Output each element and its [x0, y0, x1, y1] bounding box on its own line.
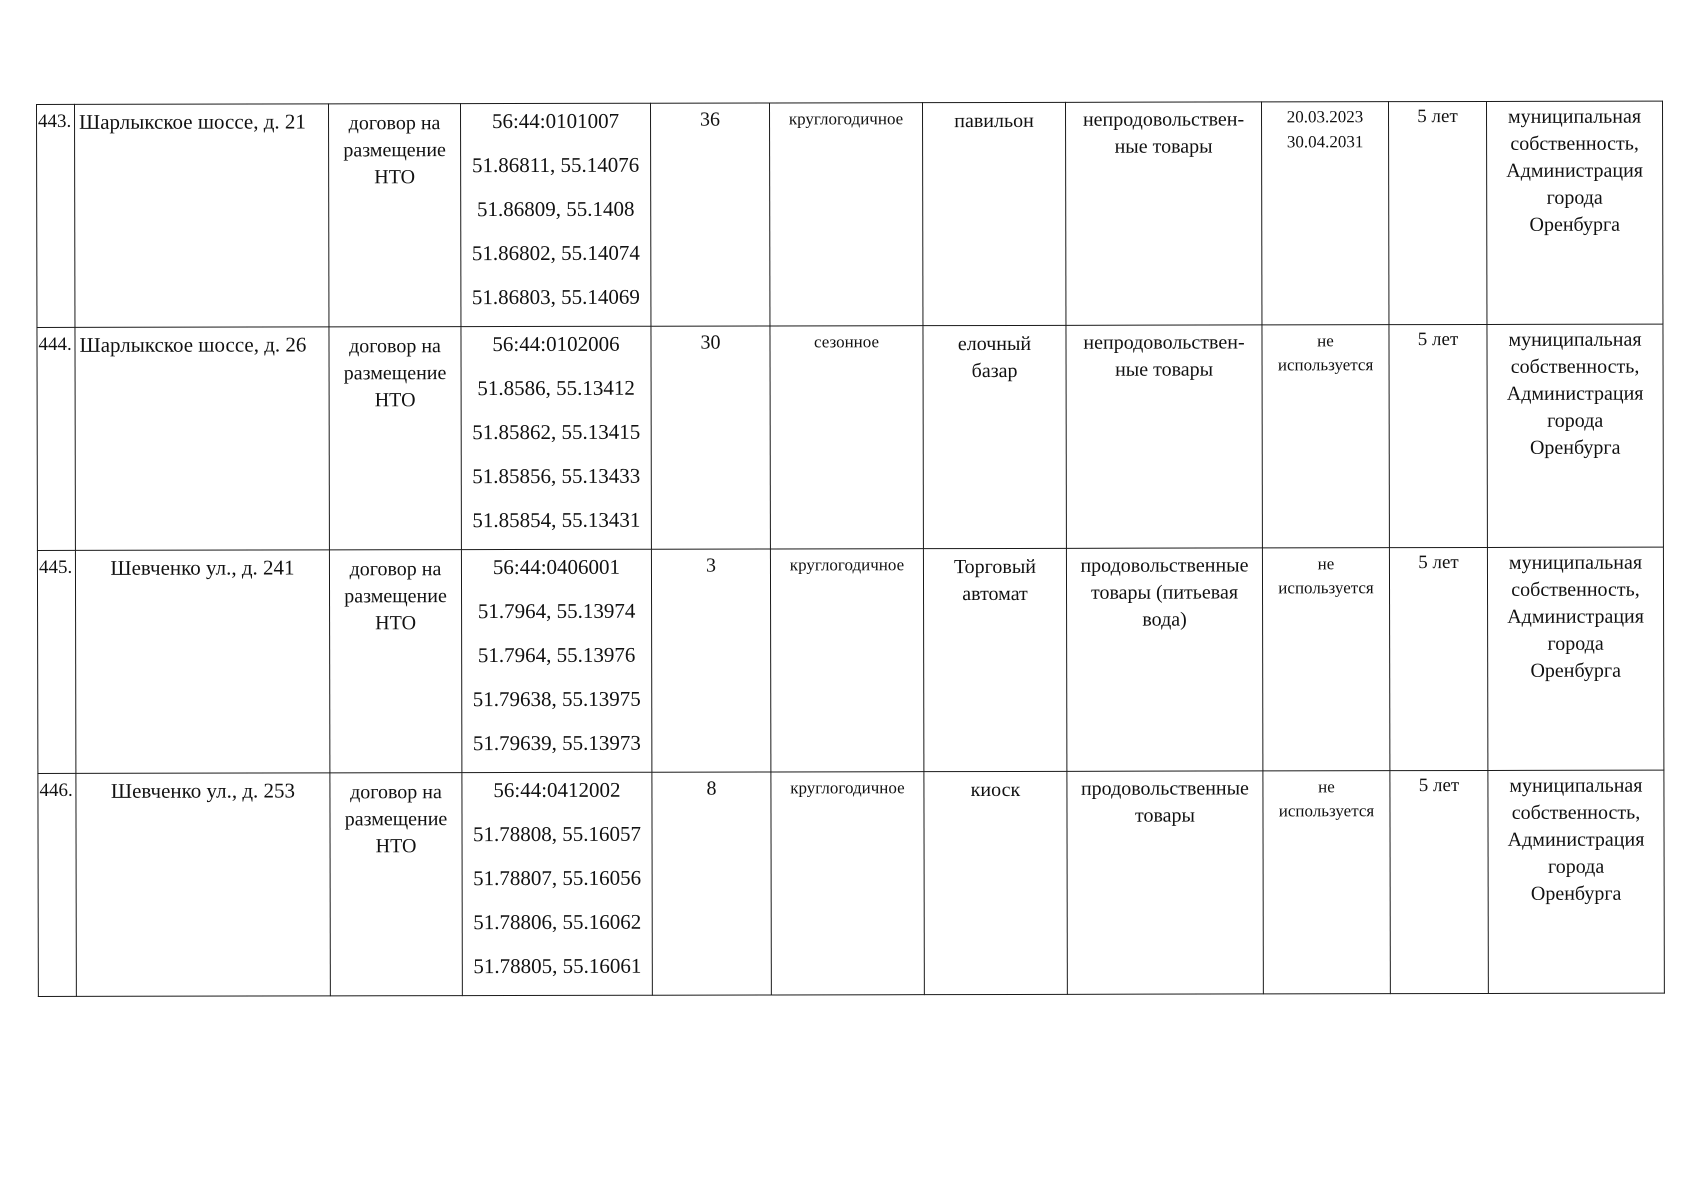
cadastral-number: 56:44:0412002: [493, 777, 621, 803]
owner-line: Оренбурга: [1529, 436, 1621, 459]
owner-line: Администрация: [1506, 159, 1644, 182]
table-row: [37, 101, 1663, 327]
object-type-cell: киоск: [924, 771, 1067, 994]
basis-cell: [329, 104, 461, 327]
owner-line: муниципальная: [1508, 551, 1643, 574]
cadastral-number: 56:44:0102006: [492, 331, 620, 357]
object-type-line: елочный: [957, 332, 1032, 356]
dates-cell: [1262, 325, 1389, 548]
address-cell: Шевченко ул., д. 241: [75, 550, 329, 774]
owner-line: собственность,: [1510, 132, 1639, 155]
specialization-cell: [1067, 771, 1263, 994]
table-row: [37, 547, 1663, 773]
basis-line: НТО: [374, 166, 416, 189]
date-line: используется: [1278, 801, 1375, 821]
coordinate-pair: 51.85862, 55.13415: [472, 419, 641, 445]
period-cell: сезонное: [770, 326, 923, 549]
date-line: 30.04.2031: [1286, 132, 1364, 152]
object-type-line: Торговый: [953, 555, 1036, 579]
owner-line: Администрация: [1506, 382, 1644, 405]
owner-line: муниципальная: [1507, 105, 1642, 128]
date-line: 20.03.2023: [1286, 107, 1364, 127]
basis-cell: [330, 773, 462, 996]
basis-line: НТО: [375, 835, 417, 858]
specialization-line: ные товары: [1114, 135, 1213, 158]
dates-cell: [1263, 771, 1390, 994]
coordinate-pair: 51.7964, 55.13974: [477, 598, 636, 624]
owner-line: Администрация: [1507, 605, 1644, 628]
coordinate-pair: 51.78808, 55.16057: [473, 821, 642, 847]
term-cell: 5 лет: [1388, 101, 1486, 324]
owner-line: собственность,: [1511, 801, 1641, 824]
coordinates-cell: [461, 103, 651, 326]
basis-line: договор на: [349, 335, 441, 358]
specialization-cell: [1066, 548, 1262, 771]
area-cell: 3: [651, 549, 770, 772]
specialization-line: товары: [1134, 804, 1196, 827]
owner-line: Администрация: [1507, 828, 1645, 851]
specialization-line: продовольственные: [1080, 554, 1249, 577]
row-number: 443.: [37, 104, 75, 327]
coordinate-pair: 51.78805, 55.16061: [473, 953, 642, 979]
object-type-cell: [923, 325, 1066, 548]
coordinate-pair: 51.85856, 55.13433: [472, 463, 641, 489]
nto-registry-table: [36, 101, 1665, 997]
cadastral-number: 56:44:0101007: [491, 108, 620, 134]
basis-line: размещение: [343, 362, 447, 385]
period-cell: круглогодичное: [769, 103, 922, 326]
specialization-line: непродовольствен-: [1082, 108, 1245, 131]
basis-line: размещение: [344, 585, 447, 608]
basis-line: НТО: [375, 612, 417, 635]
area-cell: 8: [652, 772, 771, 995]
dates-cell: [1261, 102, 1388, 325]
specialization-line: продовольственные: [1080, 777, 1249, 800]
coordinate-pair: 51.86811, 55.14076: [471, 152, 640, 178]
coordinate-pair: 51.79639, 55.13973: [472, 730, 641, 756]
specialization-cell: [1066, 325, 1262, 548]
term-cell: 5 лет: [1390, 770, 1488, 993]
row-number: 444.: [37, 327, 75, 550]
specialization-line: непродовольствен-: [1083, 331, 1245, 354]
term-cell: 5 лет: [1389, 324, 1487, 547]
coordinate-pair: 51.78806, 55.16062: [473, 909, 642, 935]
owner-line: Оренбурга: [1529, 213, 1621, 236]
owner-line: города: [1546, 186, 1603, 209]
address-cell: Шарлыкское шоссе, д. 26: [75, 327, 329, 551]
dates-cell: [1262, 548, 1389, 771]
specialization-line: товары (питьевая: [1090, 581, 1239, 604]
object-type-cell: [923, 548, 1066, 771]
owner-line: Оренбурга: [1530, 659, 1621, 682]
owner-line: собственность,: [1510, 355, 1640, 378]
owner-cell: [1486, 101, 1662, 324]
coordinate-pair: 51.7964, 55.13976: [477, 642, 636, 668]
specialization-line: ные товары: [1115, 358, 1214, 381]
basis-line: размещение: [344, 808, 448, 831]
basis-line: договор на: [350, 781, 442, 804]
basis-line: размещение: [343, 139, 446, 162]
owner-line: Оренбурга: [1530, 882, 1622, 905]
basis-line: договор на: [348, 112, 441, 135]
owner-cell: [1488, 770, 1664, 993]
object-type-cell: павильон: [922, 102, 1065, 325]
object-type-line: базар: [971, 359, 1018, 383]
basis-line: договор на: [349, 558, 442, 581]
cadastral-number: 56:44:0406001: [492, 554, 621, 580]
area-cell: 30: [651, 326, 770, 549]
address-cell: Шарлыкское шоссе, д. 21: [75, 104, 329, 328]
term-cell: 5 лет: [1389, 547, 1487, 770]
coordinate-pair: 51.8586, 55.13412: [477, 375, 635, 401]
owner-cell: [1487, 324, 1663, 547]
coordinate-pair: 51.79638, 55.13975: [472, 686, 641, 712]
owner-line: города: [1547, 632, 1604, 655]
coordinates-cell: [461, 326, 651, 549]
date-line: не: [1317, 331, 1334, 351]
basis-line: НТО: [374, 389, 416, 412]
coordinate-pair: 51.78807, 55.16056: [473, 865, 642, 891]
table-row: [38, 770, 1664, 996]
owner-line: муниципальная: [1508, 328, 1642, 351]
coordinate-pair: 51.86803, 55.14069: [471, 284, 640, 310]
coordinate-pair: 51.86809, 55.1408: [476, 196, 635, 222]
coordinates-cell: [461, 549, 651, 772]
row-number: 446.: [38, 773, 76, 996]
object-type-line: автомат: [962, 582, 1028, 606]
period-cell: круглогодичное: [771, 772, 924, 995]
table-row: [37, 324, 1663, 550]
date-line: используется: [1278, 578, 1374, 598]
owner-line: города: [1547, 855, 1605, 878]
basis-cell: [329, 550, 461, 773]
basis-cell: [329, 327, 461, 550]
owner-line: муниципальная: [1509, 774, 1643, 797]
specialization-line: вода): [1142, 608, 1187, 631]
date-line: используется: [1277, 355, 1374, 375]
owner-cell: [1487, 547, 1663, 770]
area-cell: 36: [650, 103, 769, 326]
row-number: 445.: [37, 550, 75, 773]
date-line: не: [1317, 554, 1335, 574]
owner-line: города: [1547, 409, 1604, 432]
address-cell: Шевченко ул., д. 253: [76, 773, 330, 997]
specialization-cell: [1065, 102, 1261, 325]
period-cell: круглогодичное: [770, 549, 923, 772]
owner-line: собственность,: [1511, 578, 1640, 601]
coordinates-cell: [462, 772, 652, 995]
date-line: не: [1318, 777, 1335, 797]
coordinate-pair: 51.85854, 55.13431: [472, 507, 641, 533]
coordinate-pair: 51.86802, 55.14074: [471, 240, 640, 266]
